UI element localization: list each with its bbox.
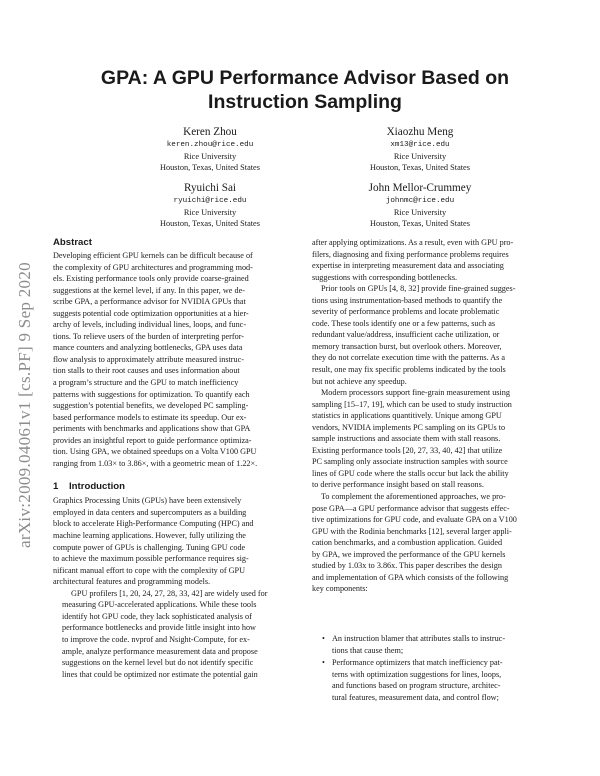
body-paragraph: [312, 387, 554, 491]
text-line: ample, analyze performance measurement data and propose: [62, 646, 258, 656]
text-line: lines of GPU code where the stalls occur but lack the ability: [312, 468, 509, 478]
text-line: employed in data centers and supercomputers as a building: [53, 507, 247, 517]
text-line: tions. To relieve users of the burden of interpreting perfor-: [53, 331, 245, 341]
abstract-text: [53, 250, 293, 469]
text-line: tions using instrumentation-based methods to quantify the: [312, 295, 503, 305]
text-line: code. These tools identify one or a few patterns, such as: [312, 318, 496, 328]
text-line: scribe GPA, a performance advisor for NVIDIA GPUs that: [53, 297, 246, 307]
text-line: they do not correlate execution time with the patterns. As a: [312, 353, 506, 363]
text-line: pose GPA—a GPU performance advisor that suggests effec-: [312, 503, 510, 513]
intro-paragraph: [53, 495, 293, 587]
text-line: sample instructions and associate them with stall reasons.: [312, 434, 501, 444]
text-line: tions that cause them;: [332, 645, 404, 655]
text-line: vendors, NVIDIA implements PC sampling on its GPUs to: [312, 422, 506, 432]
arxiv-stamp-text: arXiv:2009.04061v1 [cs.PF] 9 Sep 2020: [15, 262, 34, 548]
text-line: machine learning applications. However, fully utilizing the: [53, 531, 246, 541]
text-line: tural features, measurement data, and control flow;: [332, 692, 499, 702]
text-line: patterns with suggestions for optimization. To quantify each: [53, 389, 250, 399]
text-line: Graphics Processing Units (GPUs) have been extensively: [53, 496, 242, 506]
author-name: Xiaozhu Meng: [386, 126, 454, 138]
text-line: sampling [15–17, 19], which can be used to study instruction: [312, 399, 512, 409]
text-line: identify hot GPU code, they lack sophisticated analysis of: [62, 611, 252, 621]
text-line: periments with benchmarks and applications show that GPA: [53, 424, 251, 434]
text-line: suggestions at the kernel level, if any. In this paper, we de-: [53, 285, 245, 295]
paper-title: [60, 66, 550, 114]
text-line: nificant manual effort to cope with the complexity of GPU: [53, 565, 245, 575]
author-affiliation: Rice University: [393, 152, 447, 161]
text-line: mance counters and analyzing bottlenecks, GPA uses data: [53, 343, 243, 353]
section-title: Introduction: [69, 481, 125, 493]
body-paragraph: [312, 237, 554, 283]
body-paragraph: [312, 283, 554, 387]
text-line: performance bottlenecks and provide little insight into how: [62, 623, 256, 633]
text-line: tion. Using GPA, we obtained speedups on a Volta V100 GPU: [53, 447, 257, 457]
section-number: 1: [53, 481, 59, 493]
text-line: to derive performance insight based on stall reasons.: [312, 480, 484, 490]
author-block: [110, 180, 310, 229]
text-line: els. Existing performance tools only provide coarse-grained: [53, 274, 249, 284]
text-line: archy of levels, including individual lines, loops, and func-: [53, 320, 247, 330]
text-line: suggestions with corresponding bottlenecks.: [312, 272, 458, 282]
text-line: cation benchmarks, and a combustion application. Guided: [312, 538, 503, 548]
text-line: compute power of GPUs is challenging. Tuning GPU code: [53, 542, 246, 552]
author-name: John Mellor-Crummey: [368, 182, 472, 194]
text-line: key components:: [312, 584, 368, 594]
list-item: [322, 633, 554, 656]
abstract-heading: Abstract: [53, 237, 92, 248]
text-line: based performance models to estimate its speedup. Our ex-: [53, 412, 247, 422]
author-email: johnmc@rice.edu: [385, 197, 455, 205]
text-line: after applying optimizations. As a result, even with GPU pro-: [312, 238, 514, 247]
left-column: [53, 237, 293, 680]
text-line: redundant value/address, insufficient cache utilization, or: [312, 330, 500, 340]
text-line: by GPA, we improved the performance of the GPU kernels: [312, 549, 506, 559]
author-block: [320, 124, 520, 173]
text-line: suggestion’s potential benefits, we developed PC sampling-: [53, 401, 249, 411]
text-line: expertise in interpreting measurement data and associating: [312, 261, 504, 271]
text-line: GPU with the Rodinia benchmarks [12], several larger appli-: [312, 526, 512, 536]
author-email: keren.zhou@rice.edu: [166, 141, 254, 149]
text-line: • An instruction blamer that attributes stalls to instruc-: [332, 634, 506, 643]
text-line: block to accelerate High-Performance Computing (HPC) and: [53, 519, 254, 529]
text-line: GPU profilers [1, 20, 24, 27, 28, 33, 42] are widely used for: [71, 588, 268, 598]
text-line: the complexity of GPU architectures and programming mod-: [53, 262, 253, 272]
text-line: but not achieve any speedup.: [312, 376, 407, 386]
text-line: Modern processors support fine-grain measurement using: [321, 388, 510, 398]
author-block: [110, 124, 310, 173]
title-line: GPA: A GPU Performance Advisor Based on: [100, 67, 510, 89]
text-line: studied by 1.03x to 3.86x. This paper describes the design: [312, 561, 502, 571]
text-line: tive optimizations for GPU code, and evaluate GPA on a V100: [312, 515, 517, 525]
text-line: • Performance optimizers that match inefficiency pat-: [332, 658, 503, 668]
text-line: result, one may fix specific problems indicated by the tools: [312, 365, 506, 375]
arxiv-stamp: [15, 235, 35, 575]
author-block: [320, 180, 520, 229]
text-line: flow analysis to approximately attribute measured instruc-: [53, 354, 244, 364]
text-line: filers, diagnosing and fixing performance problems requires: [312, 249, 509, 259]
author-email: ryuichi@rice.edu: [173, 197, 247, 205]
text-line: to achieve the maximum possible performance requires sig-: [53, 554, 249, 564]
intro-paragraph: [53, 588, 293, 680]
author-location: Houston, Texas, United States: [160, 163, 260, 172]
text-line: terns with optimization suggestions for lines, loops,: [332, 669, 502, 679]
text-line: Prior tools on GPUs [4, 8, 32] provide fine-grained sugges-: [321, 284, 516, 294]
author-location: Houston, Texas, United States: [160, 219, 260, 228]
text-line: severity of performance problems and locate problematic: [312, 307, 500, 317]
text-line: Existing performance tools [20, 27, 33, 40, 42] that utilize: [312, 445, 503, 455]
author-affiliation: Rice University: [393, 208, 447, 217]
text-line: a program’s structure and the GPU to match inefficiency: [53, 378, 239, 388]
text-line: tion stalls to their root causes and uses information about: [53, 366, 240, 376]
text-line: lines that could be optimized nor estimate the potential gain: [62, 669, 258, 679]
text-line: suggestions on the kernel level but do not identify specific: [62, 658, 254, 668]
section-heading-introduction: [53, 481, 293, 493]
list-item: [322, 657, 554, 703]
author-name: Keren Zhou: [183, 126, 237, 138]
text-line: architectural features and programming models.: [53, 577, 211, 587]
text-line: Developing efficient GPU kernels can be difficult because of: [53, 251, 253, 260]
right-column: [312, 237, 554, 595]
text-line: and functions based on program structure, architec-: [332, 681, 501, 691]
author-affiliation: Rice University: [183, 208, 237, 217]
text-line: to improve the code. nvprof and Nsight-Compute, for ex-: [62, 634, 250, 644]
text-line: To complement the aforementioned approaches, we pro-: [321, 492, 506, 502]
text-line: provides an insightful report to guide performance optimiza-: [53, 435, 252, 445]
author-location: Houston, Texas, United States: [370, 163, 470, 172]
author-location: Houston, Texas, United States: [370, 219, 470, 228]
author-affiliation: Rice University: [183, 152, 237, 161]
author-email: xm13@rice.edu: [390, 141, 450, 149]
component-list: [322, 633, 554, 704]
author-name: Ryuichi Sai: [183, 182, 237, 194]
body-paragraph: [312, 491, 554, 595]
text-line: suggests potential code optimization opportunities at a hier-: [53, 308, 249, 318]
text-line: and implementation of GPA which consists of the following: [312, 572, 509, 582]
text-line: PC sampling only associate instruction samples with source: [312, 457, 508, 467]
text-line: memory transaction burst, but overlook others. Moreover,: [312, 341, 502, 351]
text-line: measuring GPU-accelerated applications. While these tools: [62, 600, 257, 610]
title-line: Instruction Sampling: [208, 91, 402, 113]
text-line: ranging from 1.03× to 3.86×, with a geometric mean of 1.22×.: [53, 458, 258, 468]
text-line: statistics in applications quantitively. Unique among GPU: [312, 411, 502, 421]
